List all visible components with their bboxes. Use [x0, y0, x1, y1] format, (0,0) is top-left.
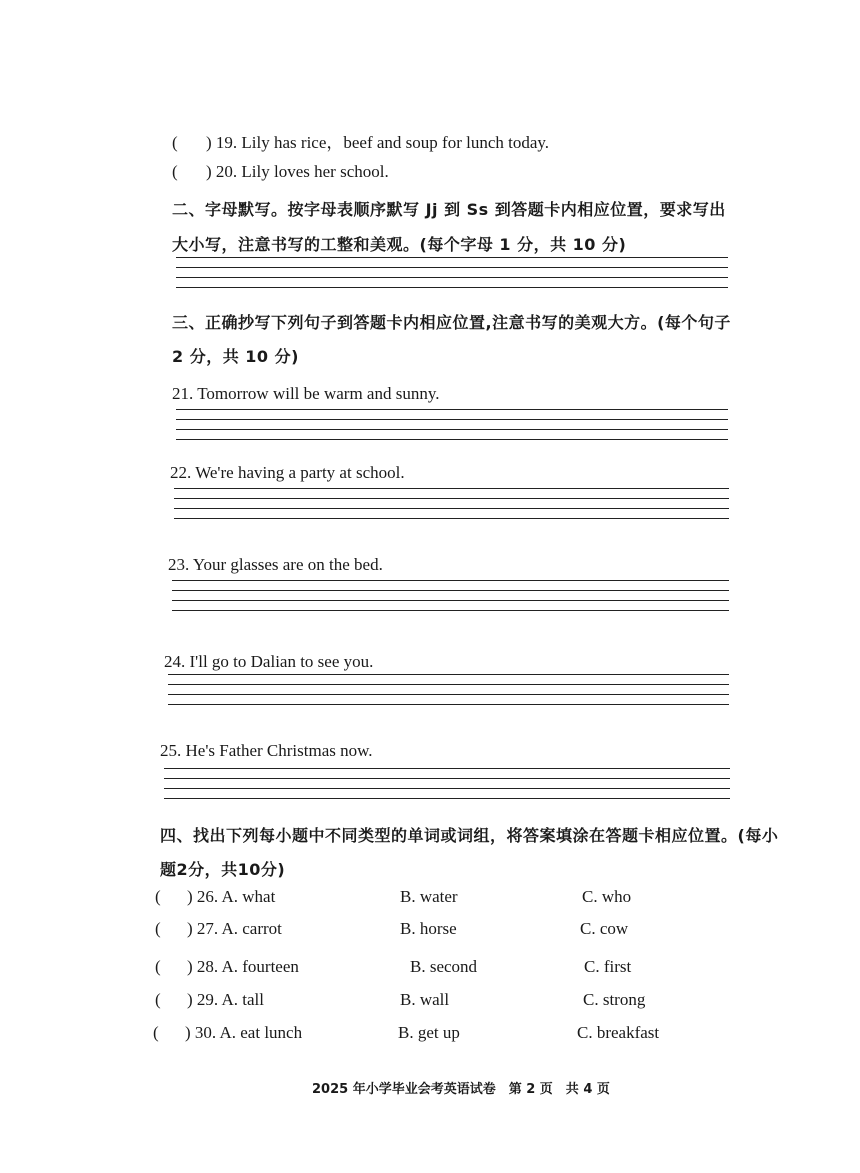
question-text: 20. Lily loves her school. [215, 162, 389, 181]
writing-lines-22 [174, 488, 729, 528]
section2-title-line2: 大小写，注意书写的工整和美观。(每个字母 1 分，共 10 分) [172, 235, 627, 254]
question-30-option-a: ) 30. A. eat lunch [185, 1023, 303, 1042]
writing-lines-letters [176, 257, 728, 297]
sentence-25: 25. He's Father Christmas now. [160, 741, 373, 760]
question-29-option-b: B. wall [400, 990, 450, 1009]
question-28-option-a: ) 28. A. fourteen [187, 957, 299, 976]
writing-lines-24 [168, 674, 729, 714]
question-30-option-b: B. get up [398, 1023, 460, 1042]
question-text: 19. Lily has rice，beef and soup for lunch today. [215, 133, 550, 152]
question-27-paren[interactable]: ( [155, 919, 161, 938]
section2-title-line1: 二、字母默写。按字母表顺序默写 Jj 到 Ss 到答题卡内相应位置，要求写出 [172, 200, 726, 219]
section3-title-line2: 2 分，共 10 分) [172, 347, 299, 366]
sentence-23: 23. Your glasses are on the bed. [168, 555, 383, 574]
question-27-option-b: B. horse [400, 919, 457, 938]
question-28-paren[interactable]: ( [155, 957, 161, 976]
question-27-option-a: ) 27. A. carrot [187, 919, 282, 938]
question-26-option-a: ) 26. A. what [187, 887, 276, 906]
question-28-option-c: C. first [584, 957, 632, 976]
sentence-24: 24. I'll go to Dalian to see you. [164, 652, 374, 671]
question-19: ( ) 19. Lily has rice，beef and soup for lunch today. [172, 133, 550, 152]
question-30-paren[interactable]: ( [153, 1023, 159, 1042]
section4-title-line2: 题2分，共10分) [160, 860, 286, 879]
question-29-option-a: ) 29. A. tall [187, 990, 264, 1009]
question-29-paren[interactable]: ( [155, 990, 161, 1009]
section4-title-line1: 四、找出下列每小题中不同类型的单词或词组，将答案填涂在答题卡相应位置。(每小 [160, 826, 779, 845]
writing-lines-21 [176, 409, 728, 449]
question-27-option-c: C. cow [580, 919, 629, 938]
question-26-option-b: B. water [400, 887, 458, 906]
answer-paren[interactable]: ( [172, 133, 178, 152]
page-footer: 2025 年小学毕业会考英语试卷 第 2 页 共 4 页 [312, 1082, 610, 1097]
question-20: ( ) 20. Lily loves her school. [172, 162, 389, 181]
answer-paren[interactable]: ( [172, 162, 178, 181]
sentence-22: 22. We're having a party at school. [170, 463, 405, 482]
question-28-option-b: B. second [410, 957, 478, 976]
question-26-option-c: C. who [582, 887, 632, 906]
sentence-21: 21. Tomorrow will be warm and sunny. [172, 384, 440, 403]
question-26-paren[interactable]: ( [155, 887, 161, 906]
section3-title-line1: 三、正确抄写下列句子到答题卡内相应位置,注意书写的美观大方。(每个句子 [172, 313, 731, 332]
writing-lines-25 [164, 768, 730, 808]
question-30-option-c: C. breakfast [577, 1023, 660, 1042]
question-29-option-c: C. strong [583, 990, 646, 1009]
writing-lines-23 [172, 580, 729, 620]
